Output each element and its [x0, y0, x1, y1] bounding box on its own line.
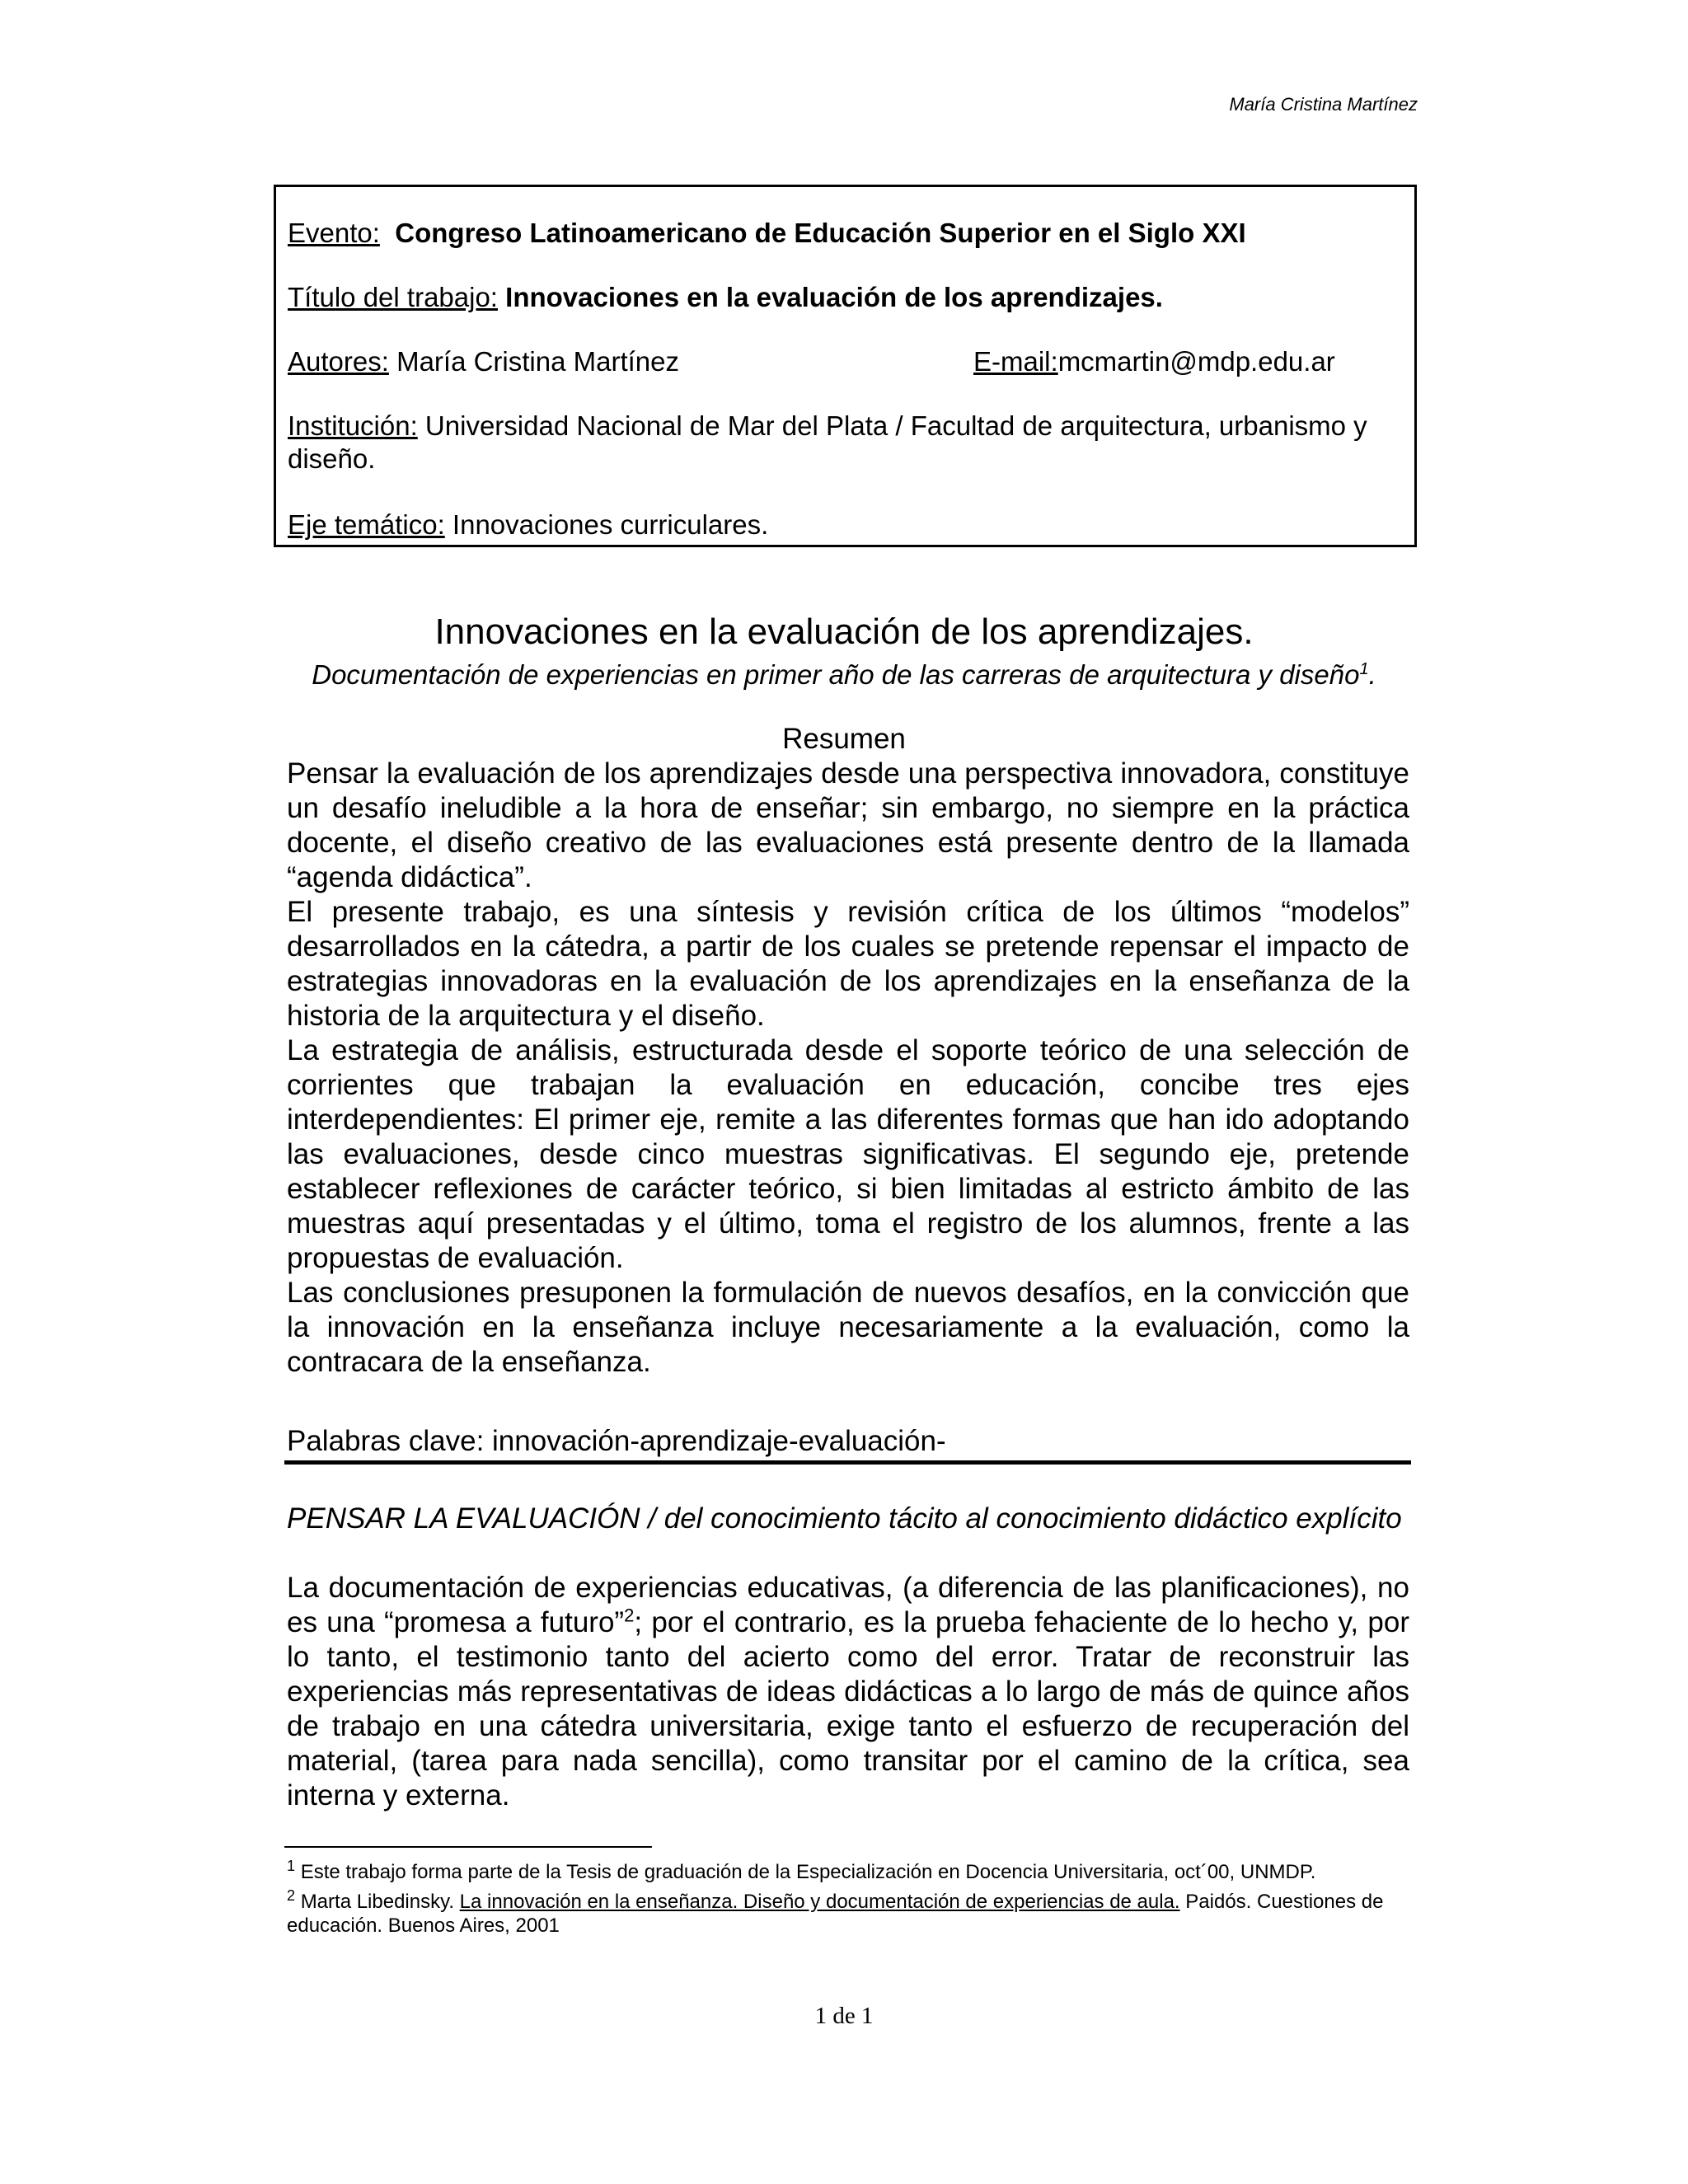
- thematic-axis-value: Innovaciones curriculares.: [452, 509, 769, 540]
- event-value: Congreso Latinoamericano de Educación Superior en el Siglo XXI: [395, 218, 1246, 248]
- work-title-label: Título del trabajo:: [288, 282, 498, 312]
- paper-title: Innovaciones en la evaluación de los aprendizajes.: [434, 612, 1254, 652]
- event-info-box: [274, 185, 1417, 547]
- authors-value: María Cristina Martínez: [396, 346, 680, 377]
- email-value: mcmartin@mdp.edu.ar: [1057, 346, 1335, 377]
- footnote-2-number: 2: [287, 1887, 296, 1904]
- keywords: Palabras clave: innovación-aprendizaje-evaluación-: [287, 1425, 946, 1457]
- institution-line: [288, 410, 1367, 443]
- page-number: 1 de 1: [814, 2003, 874, 2029]
- paper-subtitle: [0, 653, 1688, 691]
- institution-value: Universidad Nacional de Mar del Plata / Facultad de arquitectura, urbanismo y: [424, 410, 1367, 441]
- authors-label: Autores:: [288, 346, 389, 377]
- authors-line: [288, 345, 1392, 378]
- institution-label: Institución:: [288, 410, 418, 441]
- footnote-2-rest: Paidós. Cuestiones de educación. Buenos Aires, 2001: [287, 1891, 1384, 1937]
- section-text-part2: ; por el contrario, es la prueba fehaciente de lo hecho y, por lo tanto, el testimonio tanto del acierto como del error. Tratar de reconstruir las experiencias más representativas de ideas didácticas a lo largo de más de quince años de trabajo en una cátedra universitaria, exige tanto el esfuerzo de recuperación del material, (tarea para nada sencilla), como transitar por el camino de la crítica, sea interna y externa.: [287, 1606, 1409, 1811]
- section-divider: [284, 1460, 1411, 1465]
- footnote-2: [287, 1884, 1409, 1938]
- abstract-heading: Resumen: [782, 723, 906, 755]
- section-body: [287, 1571, 1409, 1813]
- email-group: [973, 345, 1335, 378]
- abstract-paragraph: Las conclusiones presuponen la formulación de nuevos desafíos, en la convicción que la innovación en la enseñanza incluye necesariamente a la evaluación, como la contracara de la enseñanza.: [287, 1277, 1409, 1378]
- email-label: E-mail:: [973, 346, 1058, 377]
- abstract-paragraph: La estrategia de análisis, estructurada desde el soporte teórico de una selección de corrientes que trabajan la evaluación en educación, concibe tres ejes interdependientes: El primer eje, remite a las diferentes formas que han ido adoptando las evaluaciones, desde cinco muestras significativas. El segundo eje, pretende establecer reflexiones de carácter teórico, si bien limitadas al estricto ámbito de las muestras aquí presentadas y el último, toma el registro de los alumnos, frente a las propuestas de evaluación.: [287, 1034, 1409, 1274]
- section-text-part1: La documentación de experiencias educativas, (a diferencia de las planificaciones), no es una “promesa a futuro”: [287, 1572, 1409, 1638]
- thematic-axis-label: Eje temático:: [288, 509, 445, 540]
- section-paragraph: [287, 1571, 1409, 1813]
- footnote-1: [287, 1854, 1409, 1884]
- footnote-separator: [284, 1846, 652, 1848]
- running-header-author: María Cristina Martínez: [1229, 94, 1418, 115]
- thematic-axis-line: [288, 509, 768, 541]
- footnote-ref-2: 2: [624, 1605, 635, 1626]
- event-line: [288, 217, 1246, 250]
- work-title-line: [288, 281, 1163, 314]
- abstract-paragraph: Pensar la evaluación de los aprendizajes desde una perspectiva innovadora, constituye un desafío ineludible a la hora de enseñar; sin embargo, no siempre en la práctica docente, el diseño creativo de las evaluaciones está presente dentro de la llamada “agenda didáctica”.: [287, 757, 1409, 893]
- subtitle-end: .: [1368, 659, 1376, 690]
- footnote-1-text: Este trabajo forma parte de la Tesis de graduación de la Especialización en Docencia Universitaria, oct´00, UNMDP.: [300, 1861, 1316, 1883]
- abstract-body: [287, 757, 1409, 1380]
- abstract-paragraph: El presente trabajo, es una síntesis y revisión crítica de los últimos “modelos” desarrollados en la cátedra, a partir de los cuales se pretende repensar el impacto de estrategias innovadoras en la evaluación de los aprendizajes en la enseñanza de la historia de la arquitectura y el diseño.: [287, 896, 1409, 1032]
- footnotes: [287, 1854, 1409, 1938]
- footnote-2-author: Marta Libedinsky.: [300, 1891, 454, 1913]
- footnote-ref-1: 1: [1359, 660, 1369, 678]
- footnote-2-title: La innovación en la enseñanza. Diseño y documentación de experiencias de aula.: [459, 1891, 1180, 1913]
- section-heading: PENSAR LA EVALUACIÓN / del conocimiento tácito al conocimiento didáctico explícito: [287, 1502, 1402, 1535]
- work-title-value: Innovaciones en la evaluación de los aprendizajes.: [505, 282, 1163, 312]
- footnote-1-number: 1: [287, 1858, 296, 1874]
- subtitle-text: Documentación de experiencias en primer año de las carreras de arquitectura y diseño: [312, 659, 1360, 690]
- event-label: Evento:: [288, 218, 380, 248]
- institution-line-2: diseño.: [288, 443, 376, 474]
